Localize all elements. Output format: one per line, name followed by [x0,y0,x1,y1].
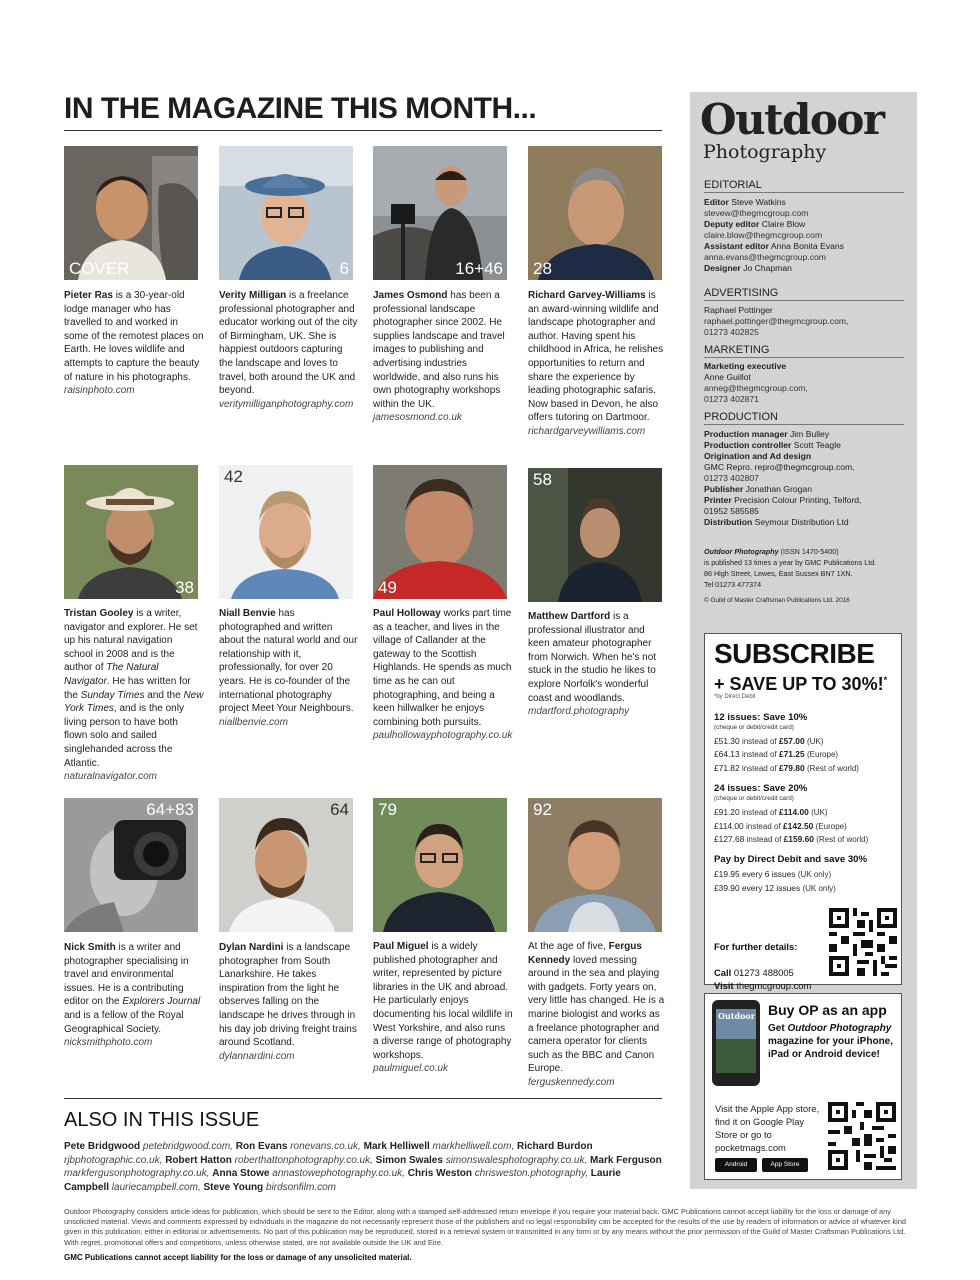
production-list: Production manager Jim Bulley Production controller Scott Teagle Origination and Ad design GMC Repro. repro@thegmcgroup.com, 01273 402807 Publisher Jonathan Grogan Printer Precision Colour Printing, Telford, 01952 585585 Distribution Seymour Distribution Ltd [704,429,862,527]
contributor-name: James Osmond [373,290,448,301]
contributor-bio: Dylan Nardini is a landscape photographer from South Lanarkshire. He takes inspiration from the light he observes falling on the landscape he drives through in his day job driving freight trains around Scotland. dylannardini.com [219,941,359,1063]
contributor-url[interactable]: nicksmithphoto.com [64,1037,153,1049]
contributor-photo [373,146,507,280]
contributor-url[interactable]: raisinphoto.com [64,385,135,397]
contributor-photo [528,798,662,932]
price-row: £51.30 instead of £57.00 (UK) [714,736,824,746]
qr-code-icon[interactable] [829,908,897,976]
app-visit-text: Visit the Apple App store, find it on Google Play Store or go to pocketmags.com [715,1103,820,1153]
contributor-bio: Tristan Gooley is a writer, navigator and explorer. He set up his natural navigation school in 2008 and is the author of The Natural Navigator. He has written for the Sunday Times and the New York Times, and is the only living person to have both flown solo and sailed singlehanded across the Atlantic. naturalnavigator.com [64,608,204,783]
contributor-bio: Paul Miguel is a widely published photographer and writer, represented by picture libraries in the UK and abroad. He particularly enjoys documenting his local wildlife in West Yorkshire, and also runs a diverse range of photography workshops. paulmiguel.co.uk [373,941,513,1075]
magazine-logo: Outdoor Photography [700,95,884,163]
page-number: 28 [533,259,552,278]
contributor-bio: Niall Benvie has photographed and written about the natural world and our relationship with it, professionally, for over 20 years. He is co-founder of the international photography project Meet Your Neighbours. niallbenvie.com [219,608,358,728]
contact-details: For further details: Call 01273 488005 Visit thegmcgroup.com [714,941,812,991]
also-list: Pete Bridgwood petebridgwood.com, Ron Evans ronevans.co.uk, Mark Helliwell markhelliwell.com, Richard Burdon rjbphotographic.co.uk, Robert Hatton roberthattonphotography.co.uk, Simon Swales simonswalesphotography.co.uk, Mark Ferguson markfergusonphotography.co.uk, Anna Stowe annastowephotography.co.uk, Chris Weston chrisweston.photography, Laurie Campbell lauriecampbell.com, Steve Young birdsonfilm.com [64,1141,662,1193]
contributor-url[interactable]: niallbenvie.com [219,716,288,728]
contributor-bio: Paul Holloway works part time as a teacher, and lives in the village of Callander at the gateway to the Scottish Highlands. He spends as much time as he can out photographing, and being a keen hillwalker he enjoys combining both pursuits. paulhollowayphotography.co.uk [373,608,513,742]
subscribe-title: SUBSCRIBE [714,638,875,669]
page-number: 64 [330,800,349,819]
page-number: 79 [378,800,397,819]
contributor-photo [219,798,353,932]
page-number: 38 [175,578,194,597]
app-text: Get Outdoor Photography magazine for your iPhone, iPad or Android device! [768,1023,894,1060]
editorial-list: Editor Steve Watkins stevew@thegmcgroup.com Deputy editor Claire Blow claire.blow@thegmcgroup.com Assistant editor Anna Bonita Evans anna.evans@thegmcgroup.com Designer Jo Chapman [704,197,844,273]
contributor-url[interactable]: paulhollowayphotography.co.uk [373,730,513,742]
contributor-bio: Pieter Ras is a 30-year-old lodge manager who has travelled to and worked in some of the remotest places on Earth. He loves wildlife and attempts to capture the beauty of nature in his photographs. raisinphoto.com [64,290,204,397]
price-row: £64.13 instead of £71.25 (Europe) [714,749,839,760]
section-heading: MARKETING [704,344,904,358]
contributor-photo [64,798,198,932]
page-number: 49 [378,578,397,597]
contributor-photo [64,146,198,280]
title-divider [64,130,662,131]
contributor-name: Pieter Ras [64,290,113,301]
contributor-bio: James Osmond has been a professional landscape photographer since 2002. He supplies landscape and travel images to publishing and advertising industries worldwide, and also runs his own photography workshops within the UK. jamesosmond.co.uk [373,289,513,425]
also-divider [64,1098,662,1099]
contributor-bio: Matthew Dartford is a professional illustrator and keen amateur photographer from Norwich. When he's not stuck in the studio he likes to explore Norfolk's wonderful coast and woodlands. mdartford.photography [528,610,668,719]
contributor-photo [64,465,198,599]
legal-footer-bold: GMC Publications cannot accept liability for the loss or damage of any unsolicited material. [64,1253,412,1262]
section-heading: ADVERTISING [704,287,904,301]
app-promo-box[interactable] [704,993,902,1180]
page-number: 42 [224,467,243,486]
marketing-list: Marketing executive Anne Guillot anneg@thegmcgroup.com, 01273 402871 [704,361,808,404]
contributor-bio: At the age of five, Fergus Kennedy loved messing around in the sea and playing with gadgets. Forty years on, very little has changed. He is a marine biologist and works as a freelance photographer and camera operator for clients such as the BBC and Canon Europe. ferguskennedy.com [528,940,668,1090]
page-number: 6 [339,259,349,278]
page-number: 58 [533,470,552,489]
contributor-url[interactable]: richardgarveywilliams.com [528,425,646,437]
contributor-name: Dylan Nardini [219,942,284,953]
contributor-url[interactable]: veritymilliganphotography.com [219,398,354,410]
section-heading: PRODUCTION [704,411,904,425]
price-row: £71.82 instead of £79.80 (Rest of world) [714,762,859,773]
page-number: COVER [69,259,130,278]
contributor-photo [219,465,353,599]
contributor-name: Matthew Dartford [528,611,611,622]
page-number: 92 [533,800,552,819]
contributor-photo [219,146,353,280]
contributor-name: Paul Miguel [373,941,429,952]
contributor-url[interactable]: ferguskennedy.com [528,1076,615,1088]
contributor-name: Richard Garvey-Williams [528,290,646,301]
contributor-photo [373,465,507,599]
page-number: 16+46 [455,259,503,278]
subscribe-offer: + SAVE UP TO 30%!* [714,674,888,694]
contributor-url[interactable]: dylannardini.com [219,1050,295,1062]
advertising-list: Raphael Pottinger raphael.pottinger@thegmcgroup.com, 01273 402825 [704,305,849,337]
price-row: £127.68 instead of £159.60 (Rest of world) [714,834,869,845]
page-title: IN THE MAGAZINE THIS MONTH... [64,92,537,125]
contributor-name: Verity Milligan [219,290,287,301]
contributor-url[interactable]: paulmiguel.co.uk [373,1063,449,1075]
qr-code-icon[interactable] [828,1102,896,1170]
contributor-photo [528,146,662,280]
contributor-bio: Verity Milligan is a freelance professional photographer and educator working out of the city of Birmingham, UK. She is happiest outdoors capturing the landscape and loves to travel, both around the UK and beyond. veritymilliganphotography.com [219,290,358,410]
also-title: ALSO IN THIS ISSUE [64,1109,260,1131]
price-row: £114.00 instead of £142.50 (Europe) [714,820,847,831]
phone-icon: Outdoor [712,1000,760,1086]
android-badge[interactable]: Android [715,1158,757,1172]
subscribe-box[interactable]: SUBSCRIBE + SAVE UP TO 30%!* *by Direct Debit 12 issues: Save 10% (cheque or debit/credit card) £51.30 instead of £57.00 (UK) £64.13 instead of £71.25 (Europe) £71.82 instead of £79.80 (Rest of world) 24 issues: Save 20% (cheque or debit/credit card) £91.20 instead of £114.00 (UK) £114.00 instead of £142.50 (Europe) £127.68 instead of £159.60 (Rest of world) Pay by Direct Debit and save 30% £19.95 every 6 issues (UK only) £39.90 every 12 issues (UK only) For further details: Call 01273 488005 Visit thegmcgroup.com [704,633,902,985]
price-row: £91.20 instead of £114.00 (UK) [714,807,828,818]
legal-footer: Outdoor Photography considers article ideas for publication, which should be sent to the Editor, along with a stamped self-addressed return envelope if you require your material back. GMC Publications cannot accept liability for the loss or damage of any unsolicited material. Views and comments expressed by individuals in the magazine do not necessarily represent those of the publishers and no legal responsibility can be accepted for the results of the use by readers of information or advice of whatever kind given in this publication, either in editorial or advertisements. No part of this publication may be reproduced, stored in a retrieval system or transmitted in any form or by any means without the prior permission of the Guild of Master Craftsman Publications Ltd. With regret, promotional offers and competitions, unless otherwise stated, are not available outside the UK and Eire. [64,1207,907,1247]
contributor-url[interactable]: naturalnavigator.com [64,771,158,783]
contributor-bio: Nick Smith is a writer and photographer specialising in travel and environmental issues. He is a contributing editor on the Explorers Journal and is a fellow of the Royal Geographical Society. nicksmithphoto.com [64,941,204,1050]
contributor-photo [373,798,507,932]
page-number: 64+83 [146,800,194,819]
contributor-name: Paul Holloway [373,608,441,619]
contributor-name: Tristan Gooley [64,608,134,619]
contributor-name: Niall Benvie [219,608,276,619]
publication-info: Outdoor Photography (ISSN 1470-5400) is published 13 times a year by GMC Publications Ltd. 86 High Street, Lewes, East Sussex BN7 1XN. Tel 01273 477374 © Guild of Master Craftsman Publications Ltd. 2016 [704,547,877,604]
contributor-bio: Richard Garvey-Williams is an award-winning wildlife and landscape photographer and author. Having spent his childhood in Africa, he relishes opportunities to return and share the experience by leading photographic safaris. Now based in Devon, he also offers tutoring on Dartmoor. richardgarveywilliams.com [528,289,668,439]
contributor-photo [528,468,662,602]
contributor-name: Fergus Kennedy [528,941,642,966]
app-title: Buy OP as an app [768,1002,887,1018]
section-heading: EDITORIAL [704,179,904,193]
contributor-name: Nick Smith [64,942,116,953]
app-store-badge[interactable]: App Store [762,1158,808,1172]
contributor-url[interactable]: jamesosmond.co.uk [373,412,462,424]
contributor-url[interactable]: mdartford.photography [528,706,630,718]
